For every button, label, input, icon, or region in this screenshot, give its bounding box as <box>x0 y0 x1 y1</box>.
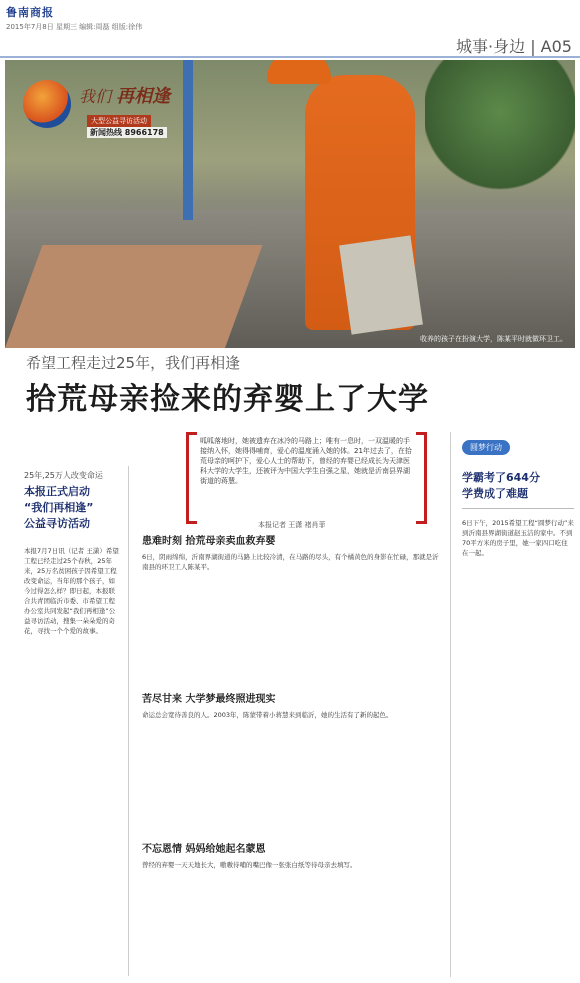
left-title-line: 本报正式启动 <box>24 485 90 498</box>
right-column-title <box>462 470 540 502</box>
headline-kicker: 希望工程走过25年，我们再相逢 <box>26 354 241 372</box>
right-title-line: 学霸考了644分 <box>462 471 540 484</box>
lead-photo <box>5 60 575 348</box>
column-divider <box>128 466 129 976</box>
right-title-line: 学费成了难题 <box>462 487 528 500</box>
campaign-logo-text <box>79 82 170 108</box>
dateline: 2015年7月8日 星期三 编辑:周磊 组版:徐伟 <box>6 23 143 31</box>
lead-paragraph: 呱呱落地时，她被遗弃在冰冷的马路上；唯有一息时，一双温暖的手接纳入怀，她得得哺育，爱心的温度涌入她的体。21年过去了，在拾荒母亲的呵护下，爱心人士的帮助下，曾经的弃婴已经成长为天津医科大学的大学生，还被评为中国大学生自强之星，她就是沂南县界湖街道的蒋慧。 <box>200 437 412 485</box>
section-title-2: 苦尽甘来 大学梦最终照进现实 <box>142 694 276 705</box>
masthead-paper-name: 鲁南商报 <box>6 6 54 19</box>
header-rule <box>0 56 580 58</box>
logo-hotline: 新闻热线 8966178 <box>87 127 167 138</box>
left-title-line: “我们再相逢” <box>24 501 94 514</box>
logo-subtitle: 大型公益寻访活动 <box>87 115 151 127</box>
right-column-body: 6日下午，2015希望工程“圆梦行动”来到沂南县界湖街道赵玉洁的家中。不到70平方米的房子里，她一家四口吃住在一起。 <box>462 519 574 557</box>
lead-bracket-left <box>186 432 197 524</box>
byline: 本报记者 王潇 褚肖菲 <box>258 521 326 529</box>
section-title-1: 患难时刻 拾荒母亲卖血救弃婴 <box>142 536 276 547</box>
blue-pole <box>183 60 193 220</box>
left-title-line: 公益寻访活动 <box>24 517 90 530</box>
left-column-body: 本报7月7日讯（记者 王潇）希望工程已经走过25个春秋，25年来，25万名贫困孩子因希望工程改变命运，当年的那个孩子，如今过得怎么样？即日起，本报联合共青团临沂市委、市希望工程办公室共同发起“我们再相逢”公益寻访活动，搜集一朵朵爱的奇花，寻找一个个爱的故事。 <box>24 547 119 635</box>
section-body-2: 命运总会宽待善良的人。2003年，陈蒙带着小蒋慧来到临沂，她的生活有了新的起色。 <box>142 711 393 719</box>
lead-bracket-right <box>416 432 427 524</box>
photo-caption: 收养的孩子在扮演大学，陈某平时就做环卫工。 <box>420 335 567 343</box>
logo-line2: 再相逢 <box>116 86 171 107</box>
trees <box>425 60 575 190</box>
right-title-rule <box>462 508 574 509</box>
section-label: 城事·身边 | A05 <box>456 37 572 56</box>
campaign-logo-icon <box>23 80 71 128</box>
section-title-3: 不忘恩情 妈妈给她起名蒙恩 <box>142 844 266 855</box>
column-divider <box>450 432 451 977</box>
headline-title: 拾荒母亲捡来的弃婴上了大学 <box>26 382 429 417</box>
section-body-3: 曾经的弃婴一天天地长大，嗷嗷待哺的嘴巴像一张张白纸等待母亲去填写。 <box>142 861 357 869</box>
section-tag: 圆梦行动 <box>462 440 510 455</box>
section-body-1: 6日，阴雨绵绵，沂南界湖街道的马路上比较冷清，在马路的尽头，有个橘黄色的身影在忙碌，那就是沂南县的环卫工人陈某平。 <box>142 553 439 571</box>
logo-line1: 我们 <box>79 87 112 106</box>
collection-bag <box>339 235 423 334</box>
left-column-title <box>24 484 93 532</box>
worker-hat <box>267 60 331 84</box>
sidewalk <box>5 245 262 348</box>
left-column-kicker: 25年,25万人改变命运 <box>24 471 103 480</box>
